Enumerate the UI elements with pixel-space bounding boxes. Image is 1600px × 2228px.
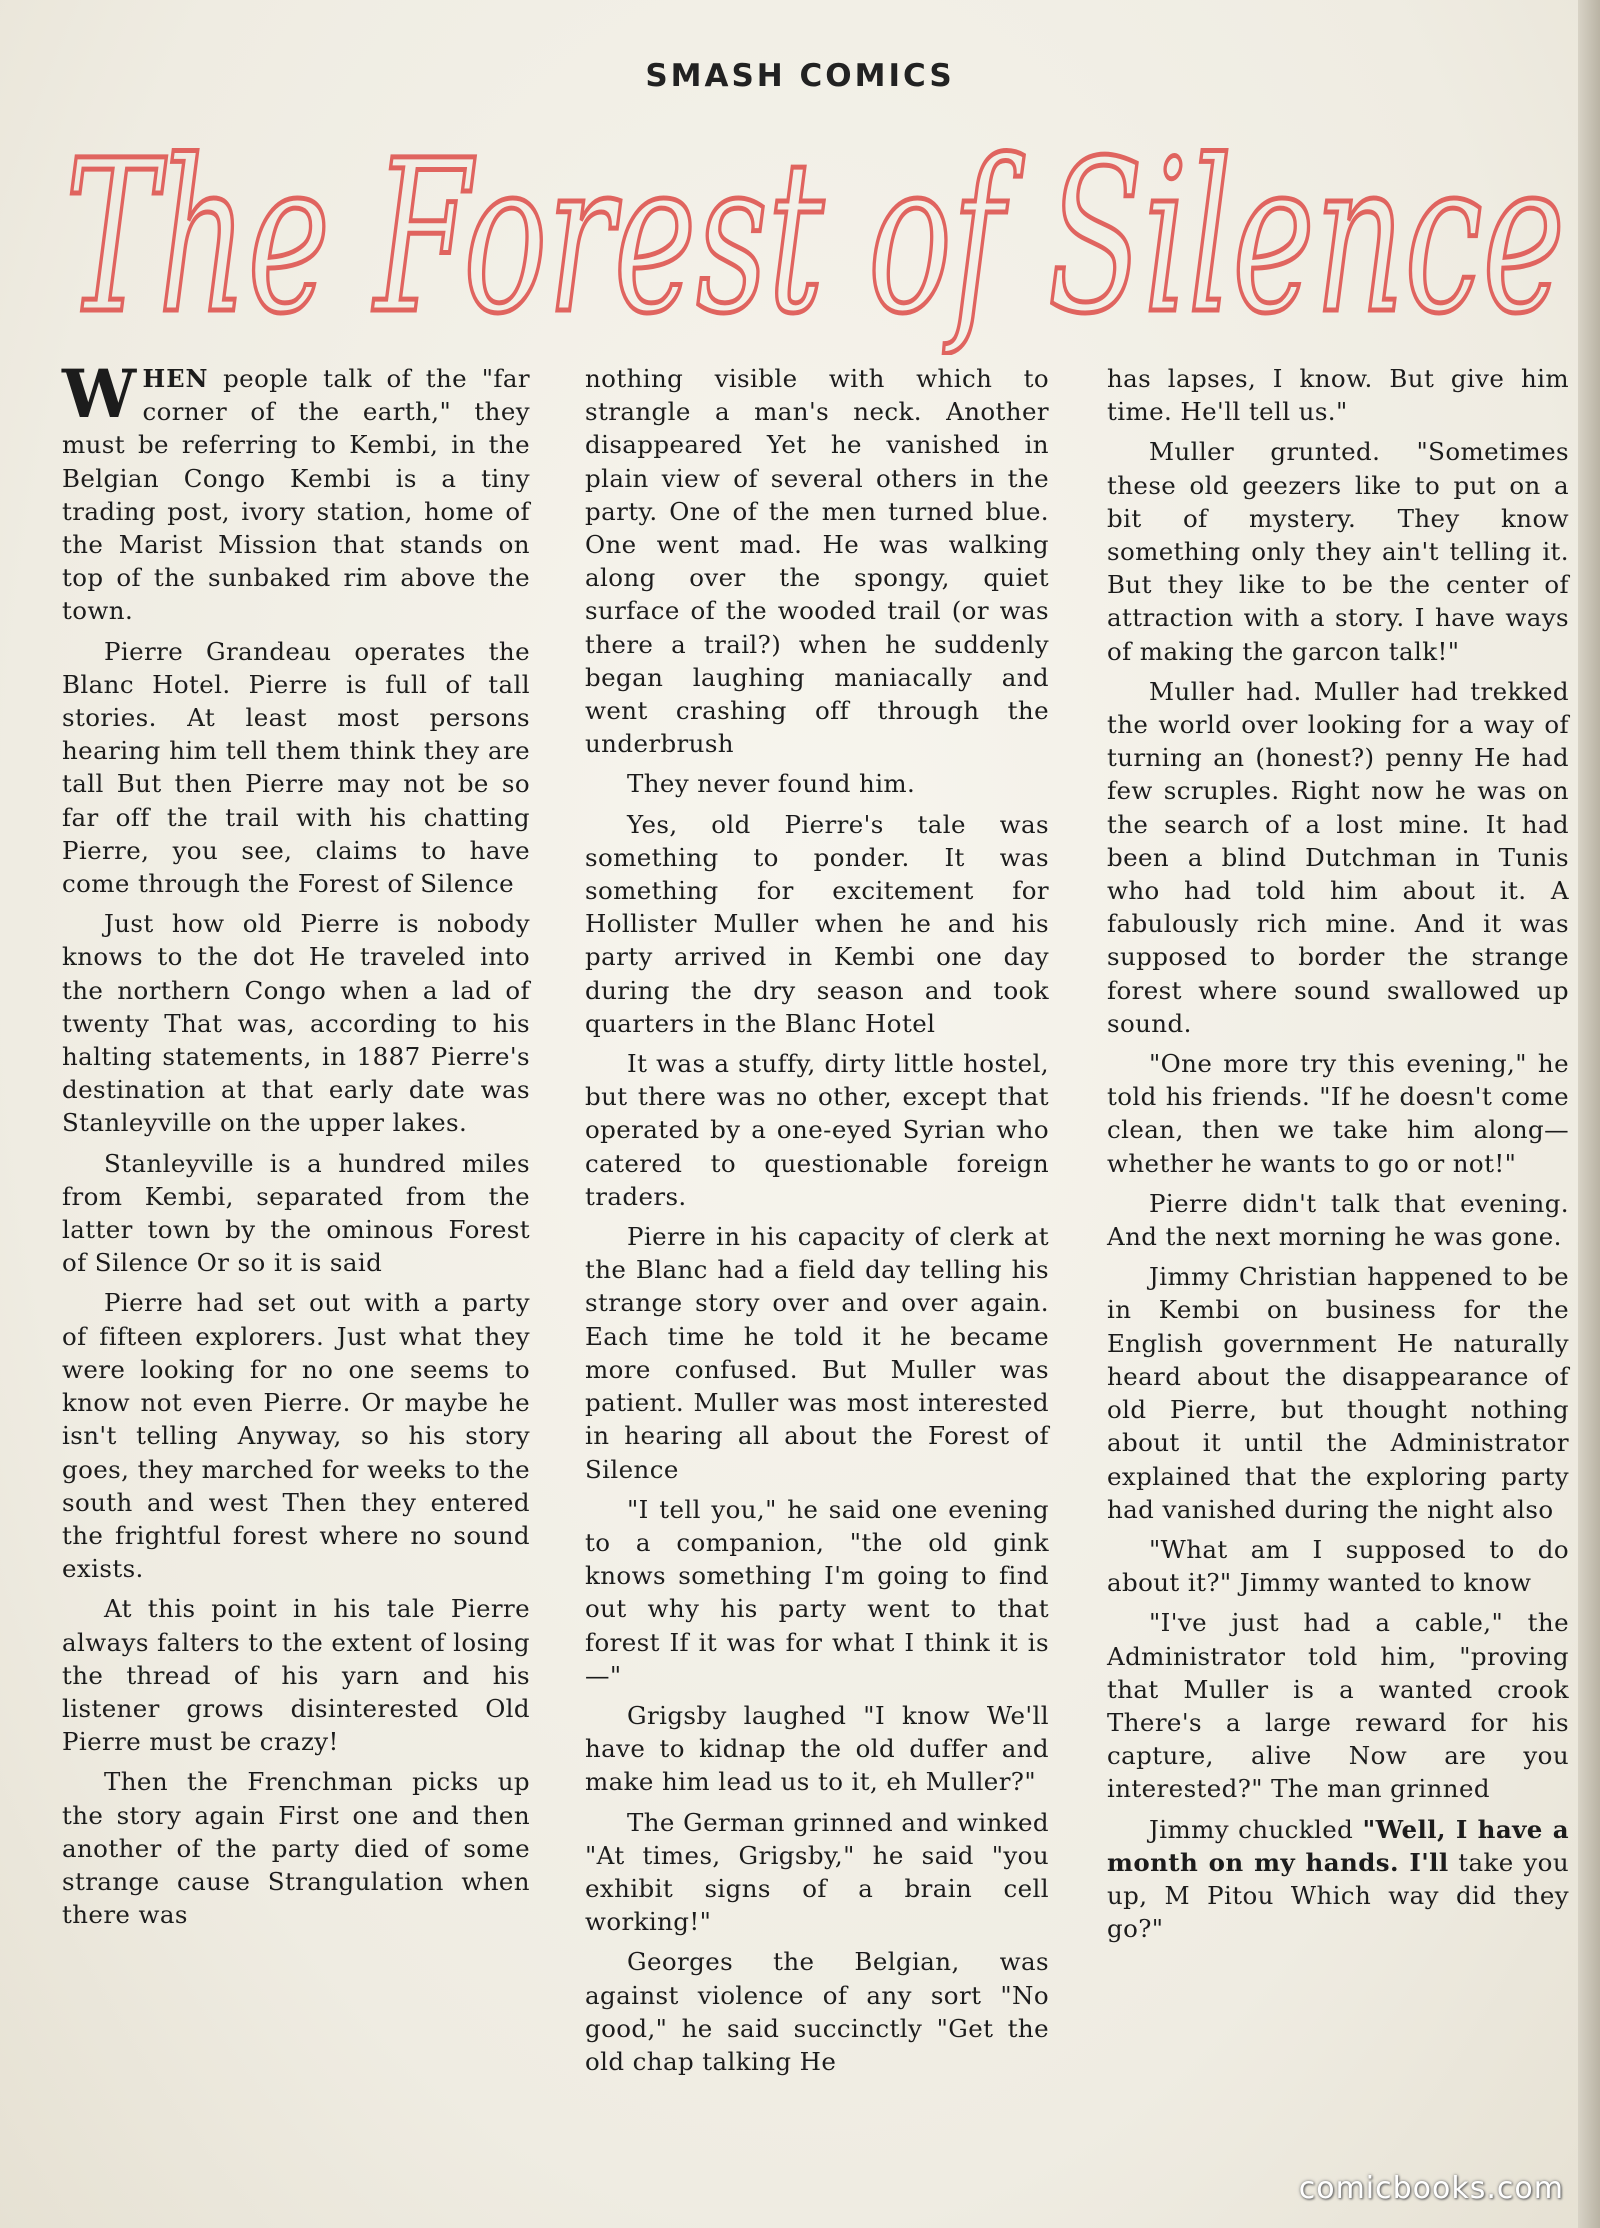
paragraph-text: people talk of the "far corner of the earth," they must be referring to Kembi, in the Belgian Congo Kembi is a tiny trading post, ivory station, home of the Marist Mission that stands on top of the sunbaked rim above the town.: [62, 364, 530, 626]
paragraph: Just how old Pierre is nobody knows to the dot He traveled into the northern Congo when a lad of twenty That was, according to his halting statements, in 1887 Pierre's destination at that early date was Stanleyville on the upper lakes.: [62, 909, 530, 1138]
drop-cap: W: [62, 355, 137, 433]
paragraph: Pierre didn't talk that evening. And the next morning he was gone.: [1107, 1188, 1569, 1252]
paragraph: Pierre had set out with a party of fifteen explorers. Just what they were looking for no one seems to know not even Pierre. Or maybe he isn't telling Anyway, so his story goes, they marched for weeks to the south and west Then they entered the frightful forest where no sound exists.: [62, 1288, 530, 1584]
paragraph-text: Jimmy chuckled: [1149, 1814, 1363, 1844]
magazine-header: SMASH COMICS: [645, 58, 955, 94]
paragraph: "I've just had a cable," the Administrator told him, "proving that Muller is a wanted crook There's a large reward for his capture, alive Now are you interested?" The man grinned: [1107, 1608, 1569, 1804]
paragraph: Georges the Belgian, was against violence of any sort "No good," he said succinctly "Get the old chap talking He: [585, 1947, 1049, 2076]
opening-caps: HEN: [142, 364, 209, 393]
paragraph: Jimmy Christian happened to be in Kembi on business for the English government He naturally heard about the disappearance of old Pierre, but thought nothing about it until the Administrator explained that the exploring party had vanished during the night also: [1107, 1262, 1569, 1524]
paragraph: "One more try this evening," he told his friends. "If he doesn't come clean, then we take him along—whether he wants to go or not!": [1107, 1049, 1569, 1178]
paragraph: Stanleyville is a hundred miles from Kembi, separated from the latter town by the ominous Forest of Silence Or so it is said: [62, 1148, 530, 1278]
site-watermark: comicbooks.com: [1298, 2171, 1564, 2206]
paragraph: Muller had. Muller had trekked the world over looking for a way of turning an (honest?) penny He had few scruples. Right now he was on the search of a lost mine. It had been a blind Dutchman in Tunis who had told him about it. A fabulously rich mine. And it was supposed to border the strange forest where sound swallowed up sound.: [1107, 676, 1569, 1038]
paragraph: nothing visible with which to strangle a man's neck. Another disappeared Yet he vanished in plain view of several others in the party. One of the men turned blue. One went mad. He was walking along over the spongy, quiet surface of the wooded trail (or was there a trail?) when he suddenly began laughing maniacally and went crashing off through the underbrush: [585, 364, 1049, 759]
paragraph: Muller grunted. "Sometimes these old geezers like to put on a bit of mystery. They know something only they ain't telling it. But they like to be the center of attraction with a story. I have ways of making the garcon talk!": [1107, 437, 1569, 666]
paragraph: [1107, 1813, 1569, 1946]
paragraph: Grigsby laughed "I know We'll have to kidnap the old duffer and make him lead us to it, eh Muller?": [585, 1700, 1049, 1797]
paragraph: has lapses, I know. But give him time. He'll tell us.": [1107, 364, 1569, 427]
text-column-2: [585, 362, 1049, 2172]
paragraph-text: take you up, M Pitou Which way did they go?": [1107, 1847, 1569, 1944]
paragraph: Then the Frenchman picks up the story again First one and then another of the party died of some strange cause Strangulation when there was: [62, 1767, 530, 1930]
story-title-text: The Forest of Silence: [65, 115, 1565, 355]
page-edge: [1578, 0, 1600, 2228]
bold-quote: "Well, I have a month on my hands. I'll: [1107, 1814, 1570, 1877]
text-column-3: [1107, 362, 1569, 2172]
paragraph: It was a stuffy, dirty little hostel, but there was no other, except that operated by a one-eyed Syrian who catered to questionable foreign traders.: [585, 1049, 1049, 1211]
paragraph: "What am I supposed to do about it?" Jimmy wanted to know: [1107, 1534, 1569, 1598]
paragraph: At this point in his tale Pierre always falters to the extent of losing the thread of his yarn and his listener grows disinterested Old Pierre must be crazy!: [62, 1594, 530, 1757]
story-title: [55, 105, 1575, 355]
paragraph: Pierre Grandeau operates the Blanc Hotel. Pierre is full of tall stories. At least most persons hearing him tell them think they are tall But then Pierre may not be so far off the trail with his chatting Pierre, you see, claims to have come through the Forest of Silence: [62, 636, 530, 899]
paragraph: They never found him.: [627, 769, 916, 799]
paragraph: Pierre in his capacity of clerk at the Blanc had a field day telling his strange story over and over again. Each time he told it he became more confused. But Muller was patient. Muller was most interested in hearing all about the Forest of Silence: [585, 1222, 1049, 1484]
paragraph: Yes, old Pierre's tale was something to ponder. It was something for excitement for Hollister Muller when he and his party arrived in Kembi one day during the dry season and took quarters in the Blanc Hotel: [585, 809, 1049, 1038]
paragraph: "I tell you," he said one evening to a companion, "the old gink knows something I'm going to find out why his party went to that forest If it was for what I think it is—": [585, 1494, 1049, 1690]
paragraph: The German grinned and winked "At times, Grigsby," he said "you exhibit signs of a brain cell working!": [585, 1807, 1049, 1937]
text-column-1: [62, 355, 530, 2172]
paragraph: [62, 355, 530, 628]
